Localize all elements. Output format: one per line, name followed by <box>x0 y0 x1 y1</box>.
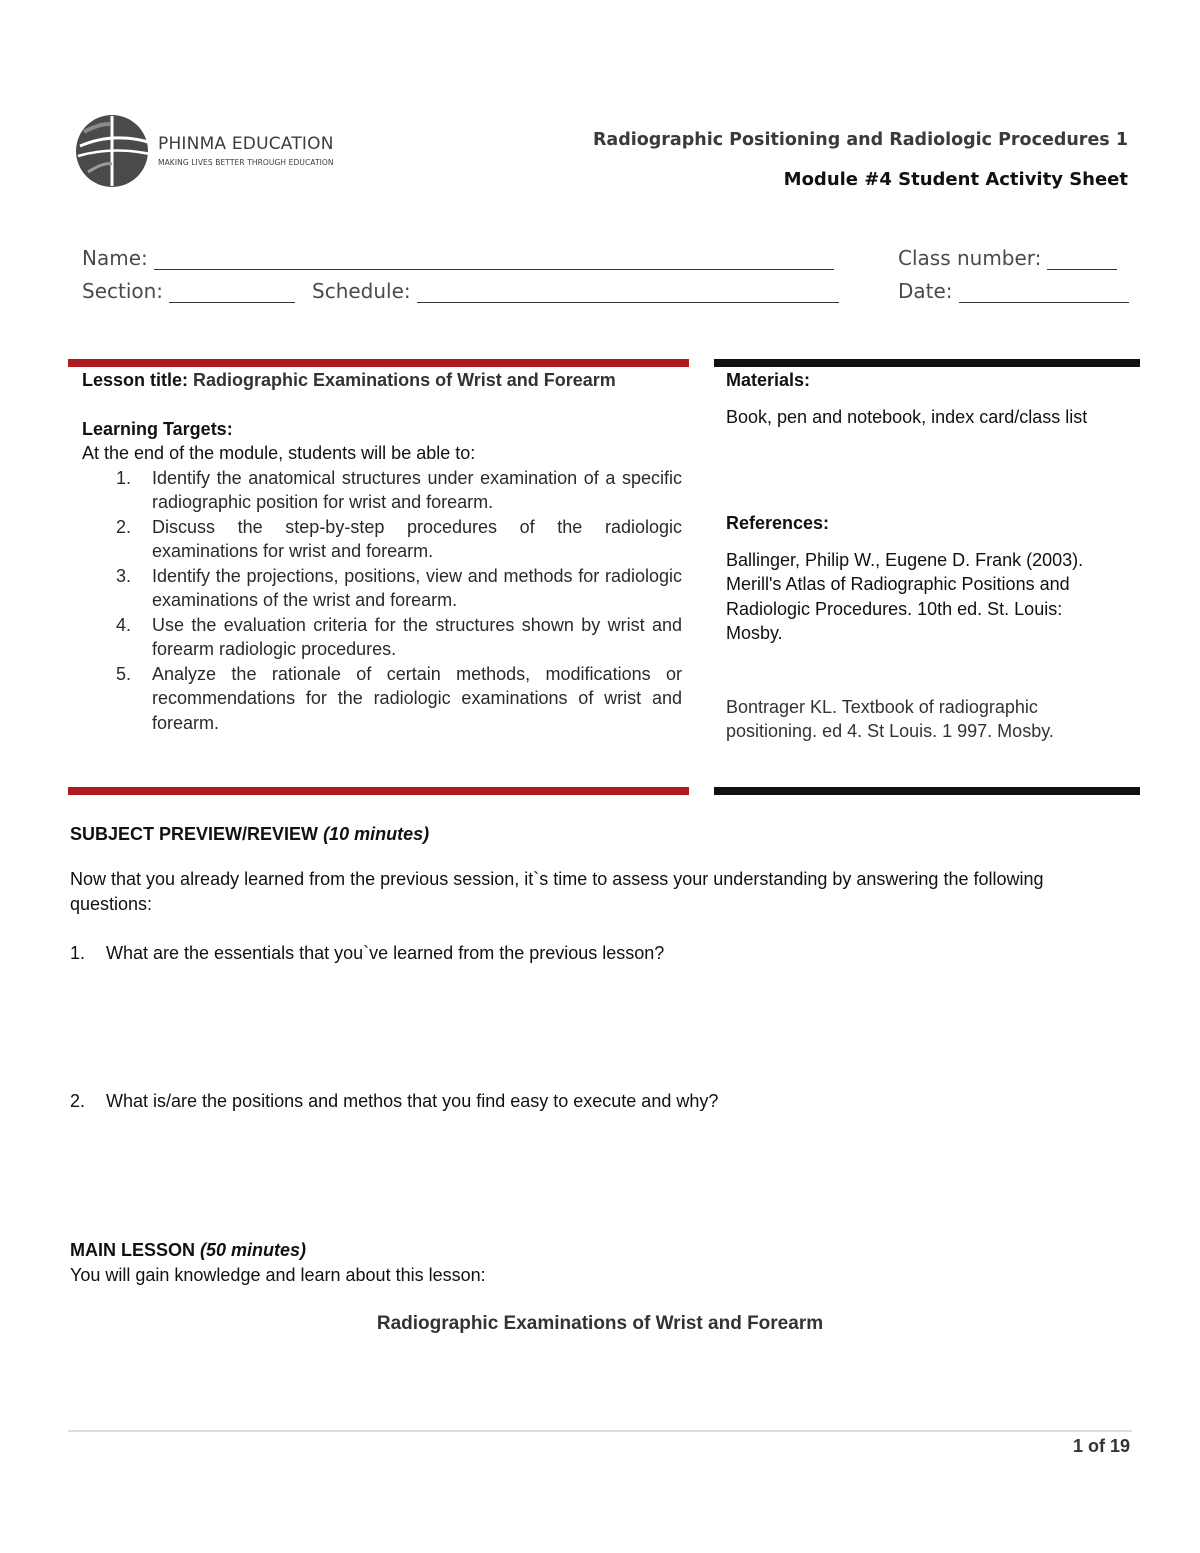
preview-duration: (10 minutes) <box>323 824 430 844</box>
main-lesson-intro: You will gain knowledge and learn about this lesson: <box>70 1265 486 1285</box>
page-number: 1 of 19 <box>1072 1436 1130 1456</box>
learning-targets-list <box>82 466 682 736</box>
logo-tagline: MAKING LIVES BETTER THROUGH EDUCATION <box>158 158 334 167</box>
document-subtitle: Module #4 Student Activity Sheet <box>783 169 1128 190</box>
materials-box <box>726 368 1136 744</box>
logo-title: PHINMA EDUCATION <box>158 134 334 154</box>
question-1 <box>70 943 664 964</box>
section-field[interactable] <box>82 279 295 303</box>
class-number-field[interactable] <box>898 246 1117 270</box>
question-1-number: 1. <box>70 943 86 963</box>
reference-1: Ballinger, Philip W., Eugene D. Frank (2003). Merill's Atlas of Radiographic Positions and Radiologic Procedures. 10th ed. St. Louis: Mosby. <box>726 549 1084 643</box>
references-heading: References: <box>726 513 830 533</box>
list-item: Identify the projections, positions, view and methods for radiologic examinations of the wrist and forearm. <box>152 565 682 610</box>
main-lesson-heading <box>70 1238 1130 1263</box>
date-line[interactable] <box>959 282 1129 303</box>
main-lesson-heading-text: MAIN LESSON <box>70 1240 196 1260</box>
list-item: Analyze the rationale of certain methods, modifications or recommendations for the radiologic examinations of wrist and forearm. <box>152 663 682 733</box>
section-label: Section: <box>82 279 164 303</box>
class-number-label: Class number: <box>898 246 1042 270</box>
preview-heading-text: SUBJECT PREVIEW/REVIEW <box>70 824 319 844</box>
question-1-text: What are the essentials that you`ve learned from the previous lesson? <box>106 943 665 963</box>
date-field[interactable] <box>898 279 1129 303</box>
lesson-box-top-bar <box>68 359 689 367</box>
materials-text: Book, pen and notebook, index card/class list <box>726 406 1088 427</box>
schedule-label: Schedule: <box>312 279 411 303</box>
lesson-title <box>82 368 682 393</box>
question-2-text: What is/are the positions and methos that you find easy to execute and why? <box>106 1091 719 1111</box>
lesson-box <box>82 368 682 735</box>
list-item: Identify the anatomical structures under examination of a specific radiographic position for wrist and forearm. <box>152 467 682 512</box>
phinma-emblem-icon <box>74 112 154 190</box>
phinma-logo <box>74 112 334 190</box>
learning-targets-intro: At the end of the module, students will be able to: <box>82 443 476 463</box>
preview-intro: Now that you already learned from the previous session, it`s time to assess your understanding by answering the following questions: <box>70 869 1044 914</box>
date-label: Date: <box>898 279 953 303</box>
class-number-line[interactable] <box>1047 249 1117 270</box>
list-item: Discuss the step-by-step procedures of the radiologic examinations for wrist and forearm. <box>152 516 682 561</box>
main-lesson-topic: Radiographic Examinations of Wrist and Forearm <box>376 1313 824 1334</box>
name-label: Name: <box>82 246 148 270</box>
materials-box-bottom-bar <box>714 787 1140 795</box>
lesson-title-text: Radiographic Examinations of Wrist and Forearm <box>193 370 616 390</box>
name-field[interactable] <box>82 246 834 270</box>
question-2 <box>70 1091 718 1112</box>
lesson-box-bottom-bar <box>68 787 689 795</box>
list-item: Use the evaluation criteria for the structures shown by wrist and forearm radiologic procedures. <box>152 614 682 659</box>
schedule-line[interactable] <box>417 282 839 303</box>
section-line[interactable] <box>169 282 295 303</box>
schedule-field[interactable] <box>312 279 839 303</box>
question-2-number: 2. <box>70 1091 86 1111</box>
footer-divider <box>68 1430 1132 1432</box>
name-line[interactable] <box>154 249 834 270</box>
materials-heading: Materials: <box>726 370 811 390</box>
lesson-title-label: Lesson title: <box>82 370 189 390</box>
main-lesson-duration: (50 minutes) <box>200 1240 307 1260</box>
materials-box-top-bar <box>714 359 1140 367</box>
reference-2: Bontrager KL. Textbook of radiographic positioning. ed 4. St Louis. 1 997. Mosby. <box>726 696 1054 741</box>
document-title: Radiographic Positioning and Radiologic Procedures 1 <box>592 130 1128 150</box>
learning-targets-heading: Learning Targets: <box>82 418 233 439</box>
preview-heading <box>70 822 1130 847</box>
